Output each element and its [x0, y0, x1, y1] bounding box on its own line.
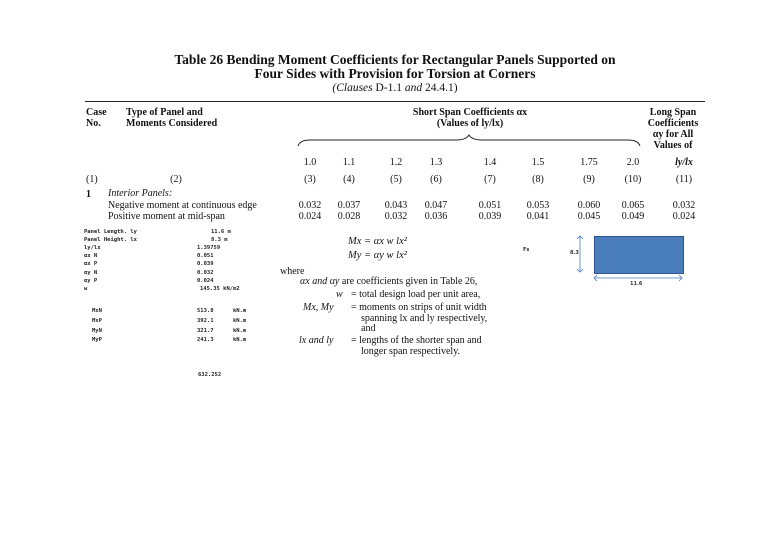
ratio-value-1: 1.1 [342, 157, 356, 168]
moment-unit-2: kN.m [233, 327, 247, 334]
ratio-value-6: 1.75 [580, 157, 598, 168]
def3-text1: = moments on strips of unit width [351, 302, 487, 313]
def2-text: = total design load per unit area, [351, 289, 481, 300]
row2-value-8: 0.024 [672, 211, 696, 222]
moment-value-3: 241.3 [197, 337, 214, 344]
formula-mx: Mx = αx w lx² [348, 236, 407, 247]
moment-value-2: 321.7 [197, 327, 214, 334]
def3-text3: and [361, 323, 376, 334]
moment-label-3: MyP [92, 337, 102, 344]
calc-value-7: 145.35 kN/m2 [200, 285, 240, 292]
column-number-4: (5) [390, 174, 402, 185]
col-type-2: Moments Considered [126, 118, 218, 129]
calc-label-1: Panel Height. lx [84, 237, 137, 244]
row2-value-7: 0.049 [621, 211, 645, 222]
column-number-8: (9) [583, 174, 595, 185]
col-no: No. [86, 118, 101, 129]
fs-label: Fs [523, 247, 530, 253]
def4-text1: = lengths of the shorter span and [351, 335, 482, 346]
col-short-1: Short Span Coefficients αx [412, 107, 528, 118]
col-long-2: Coefficients [647, 118, 699, 129]
table-clauses [120, 82, 670, 94]
moment-label-0: MxN [92, 308, 102, 314]
clauses-and: and [404, 82, 423, 94]
column-number-7: (8) [532, 174, 544, 185]
row1-value-4: 0.051 [478, 200, 502, 211]
moment-unit-3: kN.m [233, 337, 247, 344]
case-title: Interior Panels: [108, 188, 173, 199]
row2-value-4: 0.039 [478, 211, 502, 222]
calc-value-0: 11.6 m [211, 229, 231, 235]
row1-value-0: 0.032 [298, 200, 322, 211]
column-number-3: (4) [343, 174, 355, 185]
formula-my: My = αy w lx² [348, 250, 407, 261]
col-long-3: αy for All [652, 129, 694, 140]
column-number-6: (7) [484, 174, 496, 185]
calc-value-1: 8.3 m [211, 237, 228, 244]
calc-label-0: Panel Length. ly [84, 229, 137, 235]
calc-label-3: αx N [84, 253, 98, 260]
row2-value-1: 0.028 [337, 211, 361, 222]
row1-label: Negative moment at continuous edge [108, 200, 257, 211]
moment-unit-1: kN.m [233, 317, 247, 324]
def4-symbol: lx and ly [299, 335, 334, 346]
moment-unit-0: kN.m [233, 308, 247, 314]
row2-value-0: 0.024 [298, 211, 322, 222]
def1-symbol: αx and αy [300, 276, 340, 287]
ratio-value-2: 1.2 [389, 157, 403, 168]
row1-value-5: 0.053 [526, 200, 550, 211]
column-number-9: (10) [624, 174, 642, 185]
col-long-1: Long Span [649, 107, 697, 118]
column-number-5: (6) [430, 174, 442, 185]
calc-value-5: 0.032 [197, 269, 214, 276]
ratio-value-5: 1.5 [531, 157, 545, 168]
moment-label-1: MxP [92, 317, 102, 324]
calc-label-5: αy N [84, 269, 98, 276]
col-type-1: Type of Panel and [126, 107, 203, 118]
width-label: 11.6 [630, 281, 643, 287]
where-label: where [280, 266, 305, 277]
calc-value-4: 0.039 [197, 261, 214, 268]
column-number-10: (11) [675, 174, 693, 185]
calc-label-6: αy P [84, 277, 98, 284]
column-number-1: (2) [170, 174, 182, 185]
row1-value-1: 0.037 [337, 200, 361, 211]
column-number-0: (1) [86, 174, 98, 185]
calc-value-3: 0.051 [197, 253, 214, 260]
table-title-line2: Four Sides with Provision for Torsion at Corners [254, 66, 536, 81]
moment-value-0: 513.8 [197, 308, 214, 314]
calc-value-6: 0.024 [197, 277, 214, 284]
ratio-value-0: 1.0 [303, 157, 317, 168]
table-title-line1: Table 26 Bending Moment Coefficients for Rectangular Panels Supported on [174, 52, 616, 67]
clauses-label: (Clauses [332, 82, 373, 94]
row2-value-2: 0.032 [384, 211, 408, 222]
short-span-brace [296, 134, 642, 148]
calc-value-2: 1.39759 [197, 245, 221, 252]
row2-value-5: 0.041 [526, 211, 550, 222]
row1-value-3: 0.047 [424, 200, 448, 211]
moment-label-2: MyN [92, 327, 102, 334]
ratio-value-8: ly/lx [675, 157, 693, 168]
clauses-ref: D-1.1 [375, 82, 403, 94]
def4-text2: longer span respectively. [361, 346, 461, 357]
height-label: 8.3 [570, 250, 579, 256]
row1-value-6: 0.060 [577, 200, 601, 211]
row1-value-2: 0.043 [384, 200, 408, 211]
row1-value-8: 0.032 [672, 200, 696, 211]
ratio-value-4: 1.4 [483, 157, 497, 168]
def3-text2: spanning lx and ly respectively, [361, 313, 488, 324]
row1-value-7: 0.065 [621, 200, 645, 211]
column-number-2: (3) [304, 174, 316, 185]
row2-value-6: 0.045 [577, 211, 601, 222]
def3-symbol: Mx, My [303, 302, 334, 313]
ratio-value-7: 2.0 [626, 157, 640, 168]
ratio-value-3: 1.3 [429, 157, 443, 168]
col-short-2: (Values of ly/lx) [436, 118, 504, 129]
def1-text: are coefficients given in Table 26, [341, 276, 478, 287]
row2-value-3: 0.036 [424, 211, 448, 222]
clauses-ref2: 24.4.1) [425, 82, 458, 94]
calc-label-4: αx P [84, 261, 98, 268]
calc-label-2: ly/lx [84, 245, 101, 252]
def1 [300, 276, 477, 287]
table-top-rule [85, 101, 705, 102]
col-case: Case [86, 107, 107, 118]
total-value: 632.252 [198, 372, 222, 378]
calc-label-7: w [84, 285, 88, 292]
moment-value-1: 392.1 [197, 317, 214, 324]
col-long-4: Values of [653, 140, 693, 151]
case-number: 1 [86, 189, 91, 200]
def2-symbol: w [336, 289, 343, 300]
row2-label: Positive moment at mid-span [108, 211, 225, 222]
